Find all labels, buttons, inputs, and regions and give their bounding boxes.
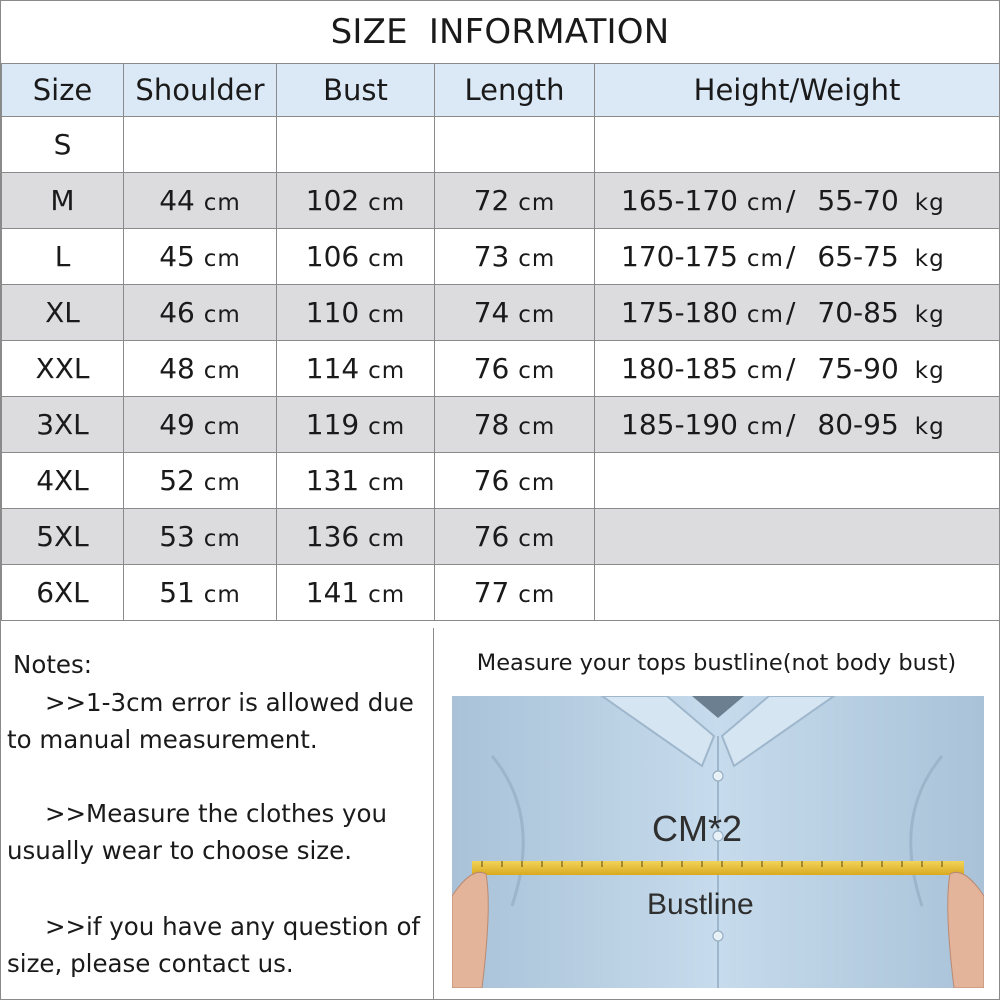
height-weight-cell — [595, 285, 1000, 341]
length-value: 76 — [473, 464, 510, 497]
separator: / — [785, 408, 796, 441]
height-value: 175-180 — [621, 296, 738, 329]
unit-cm: cm — [368, 470, 406, 496]
notes-heading: Notes: — [13, 650, 93, 679]
unit-kg: kg — [914, 358, 945, 384]
height-weight-cell — [595, 341, 1000, 397]
shoulder-cell — [124, 565, 277, 621]
bust-cell — [277, 229, 435, 285]
bust-value: 136 — [305, 520, 360, 553]
unit-cm: cm — [203, 470, 241, 496]
shoulder-value: 52 — [159, 464, 195, 497]
height-weight-cell — [595, 509, 1000, 565]
unit-cm: cm — [368, 582, 406, 608]
unit-cm: cm — [746, 358, 784, 384]
size-cell: XXL — [2, 341, 124, 397]
size-cell: 6XL — [2, 565, 124, 621]
weight-value: 55-70 — [817, 184, 899, 217]
shoulder-cell — [124, 285, 277, 341]
length-cell — [435, 397, 595, 453]
unit-cm: cm — [368, 246, 406, 272]
left-hand — [452, 872, 488, 988]
height-weight-cell — [595, 173, 1000, 229]
unit-cm: cm — [518, 302, 556, 328]
photo-label-cm: CM*2 — [652, 808, 743, 849]
separator: / — [785, 240, 796, 273]
measure-caption: Measure your tops bustline(not body bust) — [476, 650, 957, 676]
table-row — [2, 509, 1000, 565]
unit-cm: cm — [203, 302, 241, 328]
unit-cm: cm — [746, 414, 784, 440]
unit-cm: cm — [203, 526, 241, 552]
shirt-button — [713, 931, 723, 941]
bust-value: 131 — [305, 464, 360, 497]
bust-cell — [277, 509, 435, 565]
table-row — [2, 117, 1000, 173]
length-cell — [435, 453, 595, 509]
unit-cm: cm — [518, 526, 556, 552]
unit-cm: cm — [203, 358, 241, 384]
weight-value: 80-95 — [817, 408, 899, 441]
shirt-button — [713, 771, 723, 781]
bust-value: 114 — [305, 352, 360, 385]
bust-cell — [277, 565, 435, 621]
header-shoulder: Shoulder — [124, 64, 277, 117]
unit-cm: cm — [368, 358, 406, 384]
shoulder-value: 45 — [159, 240, 195, 273]
table-row — [2, 397, 1000, 453]
bust-cell — [277, 117, 435, 173]
bust-cell — [277, 453, 435, 509]
table-row — [2, 173, 1000, 229]
bust-cell — [277, 341, 435, 397]
shoulder-cell — [124, 229, 277, 285]
shoulder-cell — [124, 117, 277, 173]
unit-cm: cm — [518, 582, 556, 608]
length-value: 76 — [473, 352, 510, 385]
unit-kg: kg — [914, 302, 945, 328]
bust-value: 102 — [305, 184, 360, 217]
size-cell: 3XL — [2, 397, 124, 453]
length-cell — [435, 117, 595, 173]
size-cell: M — [2, 173, 124, 229]
shoulder-value: 48 — [159, 352, 195, 385]
unit-cm: cm — [203, 582, 241, 608]
height-weight-cell — [595, 565, 1000, 621]
size-cell: 5XL — [2, 509, 124, 565]
bust-cell — [277, 173, 435, 229]
weight-value: 65-75 — [817, 240, 899, 273]
bust-cell — [277, 285, 435, 341]
length-cell — [435, 173, 595, 229]
unit-kg: kg — [914, 414, 945, 440]
header-length: Length — [435, 64, 595, 117]
shoulder-cell — [124, 341, 277, 397]
length-cell — [435, 565, 595, 621]
height-weight-cell — [595, 397, 1000, 453]
size-cell: 4XL — [2, 453, 124, 509]
shoulder-cell — [124, 397, 277, 453]
height-value: 170-175 — [621, 240, 738, 273]
length-cell — [435, 509, 595, 565]
header-height-weight: Height/Weight — [595, 64, 1000, 117]
height-value: 180-185 — [621, 352, 738, 385]
table-row — [2, 453, 1000, 509]
shirt-measure-photo — [452, 696, 984, 988]
height-value: 165-170 — [621, 184, 738, 217]
unit-cm: cm — [368, 414, 406, 440]
header-size: Size — [2, 64, 124, 117]
shoulder-value: 44 — [159, 184, 195, 217]
unit-kg: kg — [914, 190, 945, 216]
size-cell: XL — [2, 285, 124, 341]
bust-value: 110 — [305, 296, 360, 329]
notes-panel — [1, 628, 434, 999]
length-value: 72 — [473, 184, 510, 217]
length-value: 78 — [473, 408, 510, 441]
weight-value: 70-85 — [817, 296, 899, 329]
length-value: 76 — [473, 520, 510, 553]
length-value: 74 — [473, 296, 510, 329]
bust-value: 141 — [305, 576, 360, 609]
size-cell: S — [2, 117, 124, 173]
table-row — [2, 229, 1000, 285]
unit-cm: cm — [368, 526, 406, 552]
bust-cell — [277, 397, 435, 453]
unit-cm: cm — [203, 190, 241, 216]
unit-cm: cm — [368, 302, 406, 328]
separator: / — [785, 296, 796, 329]
chart-title: SIZE INFORMATION — [1, 1, 999, 64]
photo-label-bustline: Bustline — [647, 888, 754, 921]
length-cell — [435, 285, 595, 341]
note-item: >>1-3cm error is allowed due to manual measurement. — [7, 688, 414, 754]
measure-panel — [434, 628, 999, 999]
unit-kg: kg — [914, 246, 945, 272]
unit-cm: cm — [746, 190, 784, 216]
shoulder-value: 51 — [159, 576, 195, 609]
shoulder-cell — [124, 453, 277, 509]
header-bust: Bust — [277, 64, 435, 117]
note-item: >>if you have any question of size, please contact us. — [7, 912, 421, 978]
shoulder-cell — [124, 173, 277, 229]
unit-cm: cm — [518, 358, 556, 384]
shoulder-cell — [124, 509, 277, 565]
height-weight-cell — [595, 453, 1000, 509]
separator: / — [785, 352, 796, 385]
bust-value: 119 — [305, 408, 360, 441]
note-item: >>Measure the clothes you usually wear to choose size. — [7, 799, 388, 865]
unit-cm: cm — [518, 246, 556, 272]
shoulder-value: 53 — [159, 520, 195, 553]
size-cell: L — [2, 229, 124, 285]
length-cell — [435, 341, 595, 397]
height-weight-cell — [595, 229, 1000, 285]
right-hand — [948, 872, 984, 988]
table-row — [2, 341, 1000, 397]
unit-cm: cm — [203, 414, 241, 440]
measuring-tape — [472, 861, 964, 875]
unit-cm: cm — [518, 190, 556, 216]
shoulder-value: 46 — [159, 296, 195, 329]
length-value: 73 — [473, 240, 510, 273]
weight-value: 75-90 — [817, 352, 899, 385]
bust-value: 106 — [305, 240, 360, 273]
unit-cm: cm — [368, 190, 406, 216]
height-weight-cell — [595, 117, 1000, 173]
separator: / — [785, 184, 796, 217]
height-value: 185-190 — [621, 408, 738, 441]
table-row — [2, 285, 1000, 341]
unit-cm: cm — [518, 470, 556, 496]
length-cell — [435, 229, 595, 285]
table-row — [2, 565, 1000, 621]
unit-cm: cm — [518, 414, 556, 440]
table-header-row — [2, 64, 1000, 117]
unit-cm: cm — [746, 302, 784, 328]
size-table — [1, 63, 1000, 621]
unit-cm: cm — [203, 246, 241, 272]
unit-cm: cm — [746, 246, 784, 272]
length-value: 77 — [473, 576, 510, 609]
shoulder-value: 49 — [159, 408, 195, 441]
